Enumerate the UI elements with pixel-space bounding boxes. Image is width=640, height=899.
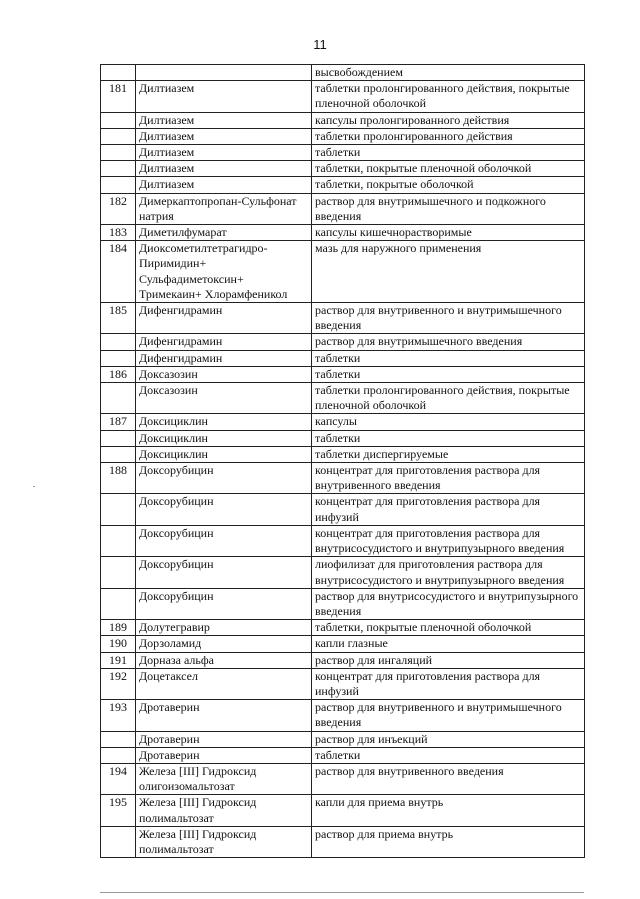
dosage-form-cell: таблетки <box>312 366 585 382</box>
drug-name-cell: Диоксометилтетрагидро-Пиримидин+ Сульфадиметоксин+ Тримекаин+ Хлорамфеникол <box>136 241 312 303</box>
drug-name-cell: Доксазозин <box>136 366 312 382</box>
table-row <box>101 81 585 112</box>
table-row <box>101 303 585 334</box>
table-row <box>101 350 585 366</box>
row-number-cell <box>101 128 136 144</box>
dosage-form-cell: концентрат для приготовления раствора для внутривенного введения <box>312 463 585 494</box>
row-number-cell: 191 <box>101 652 136 668</box>
table-row <box>101 620 585 636</box>
drug-name-cell: Дифенгидрамин <box>136 334 312 350</box>
dosage-form-cell: высвобождением <box>312 65 585 81</box>
dosage-form-cell: концентрат для приготовления раствора для инфузий <box>312 668 585 699</box>
drug-name-cell: Дилтиазем <box>136 177 312 193</box>
drug-name-cell: Дилтиазем <box>136 145 312 161</box>
dosage-form-cell: раствор для инъекций <box>312 731 585 747</box>
drug-name-cell: Дилтиазем <box>136 112 312 128</box>
drug-name-cell: Дорназа альфа <box>136 652 312 668</box>
table-row <box>101 145 585 161</box>
row-number-cell: 193 <box>101 700 136 731</box>
table-row <box>101 414 585 430</box>
row-number-cell: 192 <box>101 668 136 699</box>
drug-name-cell: Доксорубицин <box>136 525 312 556</box>
drug-table <box>100 64 585 858</box>
row-number-cell: 185 <box>101 303 136 334</box>
table-row <box>101 636 585 652</box>
row-number-cell: 187 <box>101 414 136 430</box>
drug-name-cell: Доксорубицин <box>136 463 312 494</box>
dosage-form-cell: таблетки, покрытые пленочной оболочкой <box>312 620 585 636</box>
drug-name-cell: Дилтиазем <box>136 81 312 112</box>
dosage-form-cell: капли глазные <box>312 636 585 652</box>
table-row <box>101 161 585 177</box>
drug-name-cell: Доксициклин <box>136 414 312 430</box>
table-row <box>101 826 585 857</box>
row-number-cell: 195 <box>101 795 136 826</box>
dosage-form-cell: раствор для внутримышечного введения <box>312 334 585 350</box>
row-number-cell <box>101 525 136 556</box>
dosage-form-cell: капсулы кишечнорастворимые <box>312 225 585 241</box>
table-row <box>101 177 585 193</box>
table-row <box>101 334 585 350</box>
margin-mark <box>33 486 35 487</box>
row-number-cell <box>101 430 136 446</box>
table-row <box>101 700 585 731</box>
row-number-cell <box>101 557 136 588</box>
drug-name-cell: Доксициклин <box>136 430 312 446</box>
table-row <box>101 241 585 303</box>
table-row <box>101 763 585 794</box>
drug-name-cell: Димеркаптопропан-Сульфонат натрия <box>136 193 312 224</box>
dosage-form-cell: таблетки диспергируемые <box>312 446 585 462</box>
dosage-form-cell: капсулы пролонгированного действия <box>312 112 585 128</box>
drug-name-cell <box>136 65 312 81</box>
drug-name-cell: Дротаверин <box>136 731 312 747</box>
row-number-cell <box>101 112 136 128</box>
row-number-cell: 181 <box>101 81 136 112</box>
row-number-cell: 194 <box>101 763 136 794</box>
drug-name-cell: Доксорубицин <box>136 494 312 525</box>
table-row <box>101 588 585 619</box>
dosage-form-cell: раствор для ингаляций <box>312 652 585 668</box>
drug-name-cell: Доксорубицин <box>136 557 312 588</box>
drug-name-cell: Дротаверин <box>136 747 312 763</box>
row-number-cell <box>101 731 136 747</box>
row-number-cell <box>101 65 136 81</box>
drug-name-cell: Доксициклин <box>136 446 312 462</box>
row-number-cell <box>101 334 136 350</box>
table-row <box>101 525 585 556</box>
table-row <box>101 430 585 446</box>
row-number-cell: 190 <box>101 636 136 652</box>
table-row <box>101 128 585 144</box>
dosage-form-cell: раствор для внутримышечного и подкожного введения <box>312 193 585 224</box>
table-row <box>101 494 585 525</box>
dosage-form-cell: таблетки, покрытые оболочкой <box>312 177 585 193</box>
drug-name-cell: Доцетаксел <box>136 668 312 699</box>
drug-name-cell: Железа [III] Гидроксид полимальтозат <box>136 826 312 857</box>
drug-name-cell: Дротаверин <box>136 700 312 731</box>
row-number-cell: 182 <box>101 193 136 224</box>
dosage-form-cell: концентрат для приготовления раствора для внутрисосудистого и внутрипузырного введения <box>312 525 585 556</box>
row-number-cell <box>101 383 136 414</box>
dosage-form-cell: лиофилизат для приготовления раствора для внутрисосудистого и внутрипузырного введения <box>312 557 585 588</box>
table-row <box>101 383 585 414</box>
drug-name-cell: Доксазозин <box>136 383 312 414</box>
dosage-form-cell: таблетки <box>312 747 585 763</box>
table-row <box>101 366 585 382</box>
dosage-form-cell: капсулы <box>312 414 585 430</box>
table-row <box>101 795 585 826</box>
bottom-rule <box>100 892 584 893</box>
row-number-cell <box>101 350 136 366</box>
table-row <box>101 446 585 462</box>
table-row <box>101 652 585 668</box>
row-number-cell <box>101 494 136 525</box>
dosage-form-cell: таблетки <box>312 350 585 366</box>
row-number-cell: 184 <box>101 241 136 303</box>
dosage-form-cell: таблетки <box>312 145 585 161</box>
row-number-cell <box>101 826 136 857</box>
row-number-cell <box>101 161 136 177</box>
drug-name-cell: Долутегравир <box>136 620 312 636</box>
table-row <box>101 747 585 763</box>
row-number-cell <box>101 145 136 161</box>
dosage-form-cell: раствор для приема внутрь <box>312 826 585 857</box>
drug-name-cell: Дилтиазем <box>136 161 312 177</box>
row-number-cell <box>101 588 136 619</box>
row-number-cell <box>101 747 136 763</box>
row-number-cell: 183 <box>101 225 136 241</box>
dosage-form-cell: капли для приема внутрь <box>312 795 585 826</box>
drug-name-cell: Доксорубицин <box>136 588 312 619</box>
table-row <box>101 731 585 747</box>
dosage-form-cell: раствор для внутрисосудистого и внутрипузырного введения <box>312 588 585 619</box>
dosage-form-cell: таблетки пролонгированного действия, покрытые пленочной оболочкой <box>312 383 585 414</box>
dosage-form-cell: таблетки пролонгированного действия, покрытые пленочной оболочкой <box>312 81 585 112</box>
page-number: 11 <box>313 37 327 52</box>
drug-name-cell: Железа [III] Гидроксид полимальтозат <box>136 795 312 826</box>
table-row <box>101 112 585 128</box>
row-number-cell: 188 <box>101 463 136 494</box>
drug-name-cell: Дилтиазем <box>136 128 312 144</box>
row-number-cell: 189 <box>101 620 136 636</box>
table-row <box>101 193 585 224</box>
dosage-form-cell: таблетки, покрытые пленочной оболочкой <box>312 161 585 177</box>
dosage-form-cell: таблетки <box>312 430 585 446</box>
dosage-form-cell: раствор для внутривенного введения <box>312 763 585 794</box>
row-number-cell <box>101 446 136 462</box>
row-number-cell: 186 <box>101 366 136 382</box>
table-row <box>101 225 585 241</box>
drug-name-cell: Железа [III] Гидроксид олигоизомальтозат <box>136 763 312 794</box>
table-row <box>101 557 585 588</box>
drug-name-cell: Диметилфумарат <box>136 225 312 241</box>
dosage-form-cell: раствор для внутривенного и внутримышечного введения <box>312 700 585 731</box>
dosage-form-cell: концентрат для приготовления раствора для инфузий <box>312 494 585 525</box>
table-body <box>101 65 585 858</box>
table-row <box>101 65 585 81</box>
drug-name-cell: Дифенгидрамин <box>136 303 312 334</box>
table-row <box>101 668 585 699</box>
dosage-form-cell: раствор для внутривенного и внутримышечного введения <box>312 303 585 334</box>
drug-name-cell: Дифенгидрамин <box>136 350 312 366</box>
drug-name-cell: Дорзоламид <box>136 636 312 652</box>
dosage-form-cell: мазь для наружного применения <box>312 241 585 303</box>
dosage-form-cell: таблетки пролонгированного действия <box>312 128 585 144</box>
row-number-cell <box>101 177 136 193</box>
table-row <box>101 463 585 494</box>
